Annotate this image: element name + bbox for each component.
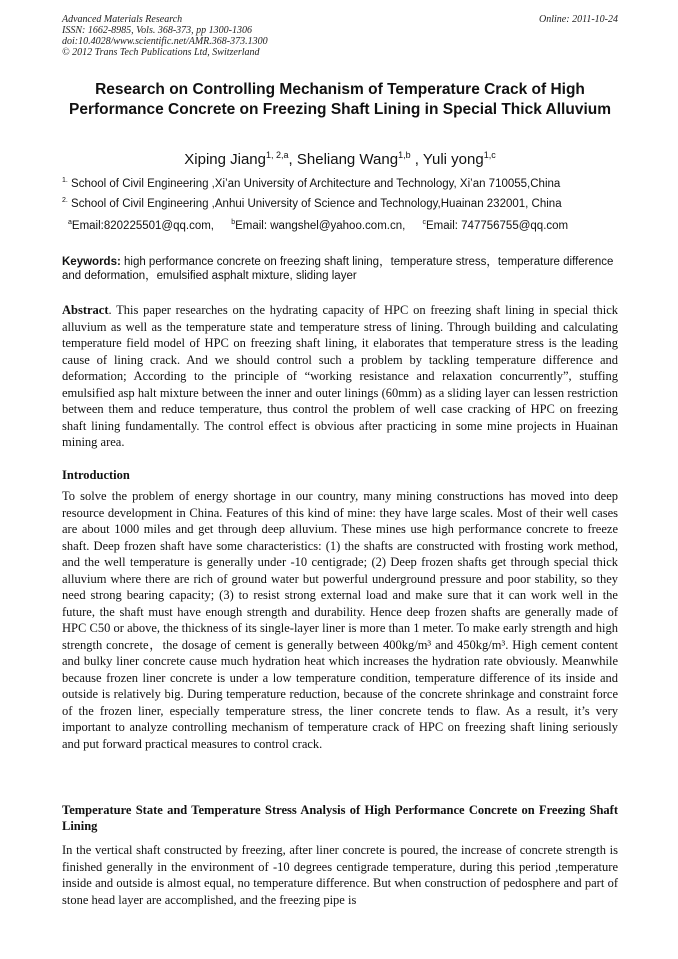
author-name: Sheliang Wang — [296, 151, 399, 168]
abstract-text: . This paper researches on the hydrating capacity of HPC on freezing shaft lining in special thick alluvium as well as the temperature state and temperature stress of lining. Through building and calculating temperature field model of HPC on freezing shaft lining, it elaborates that temperature stress is the leading cause of lining crack. And we should control such a problem by tackling temperature difference and deformation; According to the principle of “working resistance and relaxation concurrently”, stuffing emulsified asp halt mixture between the inner and outer linings (60mm) as a sliding layer can lessen restriction between them and reduce temperature, thus control the problem of well case cracking of HPC on freezing shaft lining fundamentally. The control effect is obvious after practicing in some mine projects in Huainan mining area. — [62, 303, 618, 449]
copyright-line: © 2012 Trans Tech Publications Ltd, Switzerland — [62, 47, 260, 58]
abstract-label: Abstract — [62, 303, 109, 317]
author-list — [62, 151, 618, 169]
keywords-text: high performance concrete on freezing shaft lining，temperature stress，temperature difference and deformation，emulsified asphalt mixture, sliding layer — [62, 256, 614, 282]
keywords — [62, 255, 618, 283]
email-b[interactable]: Email: wangshel@yahoo.com.cn, — [235, 220, 406, 232]
affiliation-marker: 2. — [62, 197, 68, 204]
email-marker: a — [68, 219, 72, 226]
temperature-state-body: In the vertical shaft constructed by freezing, after liner concrete is poured, the increase of concrete strength is finished generally in the environment of -10 degrees centigrade temperature, during this period ,temperature inside and outside is almost equal, no temperature difference. But when construction of pedosphere and part of stone head layer are accomplished, and the freezing pipe is — [62, 843, 618, 907]
email-marker: b — [231, 219, 236, 226]
abstract — [62, 302, 618, 451]
author-affiliation-marker: 1,b — [398, 150, 411, 160]
section-heading-temperature-state: Temperature State and Temperature Stress Analysis of High Performance Concrete on Freezing Shaft Lining — [62, 803, 618, 833]
journal-name: Advanced Materials Research — [62, 14, 183, 25]
affiliation-2 — [62, 197, 618, 211]
affiliation-text: School of Civil Engineering ,Xi’an University of Architecture and Technology, Xi’an 710055,China — [71, 178, 561, 190]
doi-line[interactable]: doi:10.4028/www.scientific.net/AMR.368-373.1300 — [62, 36, 268, 47]
author-affiliation-marker: 1,c — [483, 150, 496, 160]
publication-header — [62, 14, 618, 58]
author-affiliation-marker: 1, 2,a — [266, 150, 289, 160]
author-name: Xiping Jiang — [184, 151, 266, 168]
introduction-body: To solve the problem of energy shortage in our country, many mining constructions has moved into deep resource development in China. Features of this kind of mine: they have large scales. Most of their well cases are about 1000 miles and get through deep alluvium. These mines use high performance concrete to freeze shaft. Deep frozen shaft have some characteristics: (1) the shafts are constructed with frosting work method, and the well temperature is generally under -10 centigrade; (2) Deep frozen shafts get through special thick alluvium where there are rich of ground water but powerful underground pressure and poor stability, so they need strong bearing capacity; (3) to resist strong external load and make sure that it can work well in the future, the shaft must have enough strength and durability. Hence deep frozen shafts are generally made of HPC C50 or above, the thickness of its single-layer liner is more than 1 meter. To make early strength and high strength concrete，the dosage of cement is generally between 400kg/m³ and 450kg/m³. High cement content and bulky liner concrete cause much hydration heat which increases the hydration rate obviously. Meanwhile because frozen liner concrete is under a low temperature condition, temperature difference of its inside and outside is relatively big. During temperature reduction, because of the concrete shrinkage and constraint force of the frozen liner, especially temperature stress, the liner concrete tends to flaw. As a result, it’s very important to analyze controlling mechanism of temperature crack of HPC on freezing shaft lining seriously and put forward practical measures to control crack. — [62, 489, 618, 751]
email-a[interactable]: Email:820225501@qq.com, — [71, 220, 214, 232]
author-name: Yuli yong — [422, 151, 484, 168]
paper-title: Research on Controlling Mechanism of Temperature Crack of High Performance Concrete on Freezing Shaft Lining in Special Thick Alluvium — [68, 81, 612, 118]
affiliation-text: School of Civil Engineering ,Anhui University of Science and Technology,Huainan 232001, China — [71, 198, 562, 210]
affiliation-1 — [62, 177, 618, 191]
keywords-label: Keywords: — [62, 256, 121, 268]
section-heading-introduction: Introduction — [62, 468, 130, 482]
author-separator: , — [410, 151, 423, 168]
email-c[interactable]: Email: 747756755@qq.com — [426, 220, 569, 232]
affiliation-marker: 1. — [62, 177, 68, 184]
email-line — [62, 219, 618, 233]
email-marker: c — [422, 219, 427, 226]
online-date: Online: 2011-10-24 — [539, 14, 618, 25]
author-separator: , — [288, 151, 297, 168]
issn-line: ISSN: 1662-8985, Vols. 368-373, pp 1300-1306 — [62, 25, 252, 36]
